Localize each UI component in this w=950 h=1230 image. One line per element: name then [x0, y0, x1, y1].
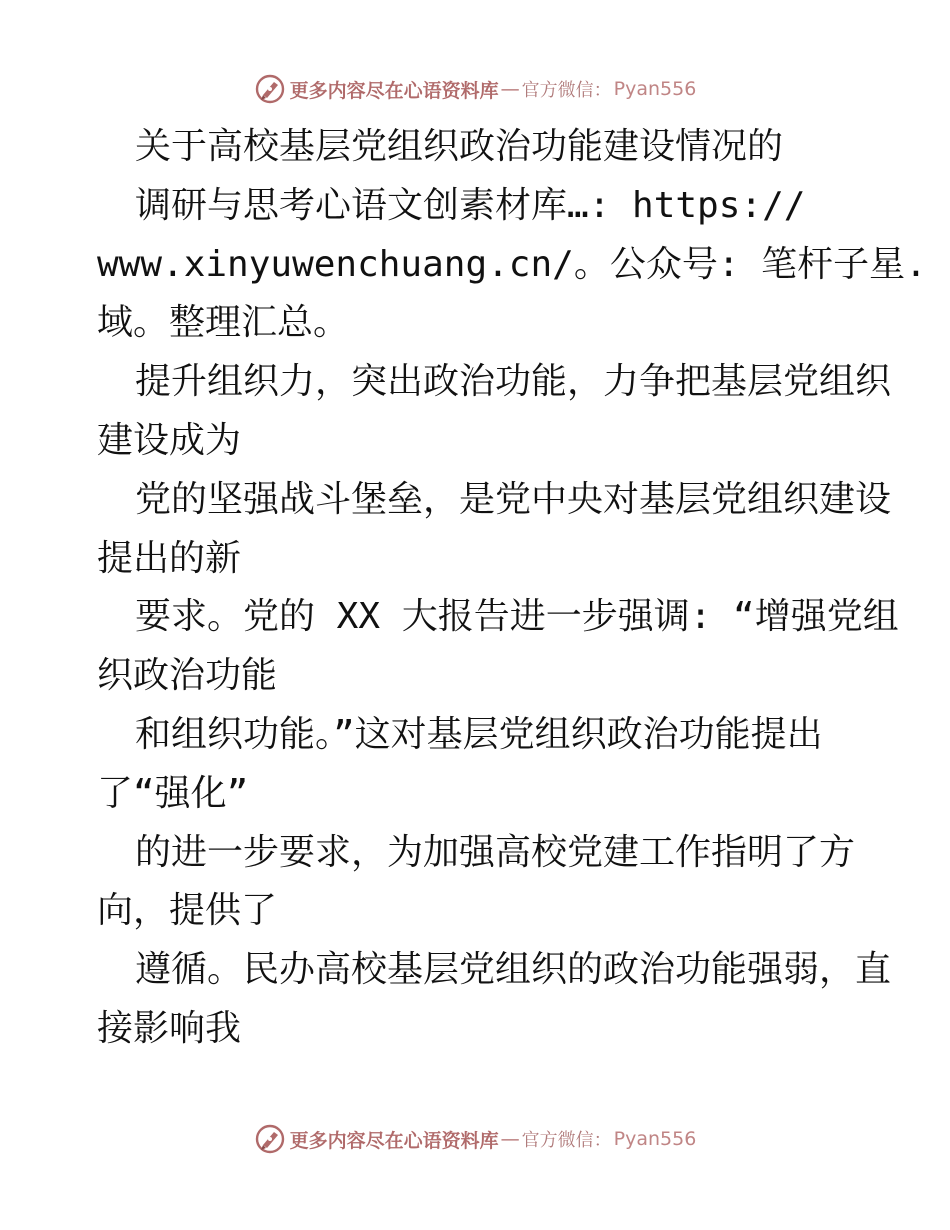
document-line: 提出的新: [97, 537, 242, 579]
document-line: 建设成为: [97, 419, 242, 461]
banner-wechat-id: Pyan556: [613, 1128, 697, 1150]
document-line: 遵循。民办高校基层党组织的政治功能强弱，直: [135, 949, 892, 991]
banner-main-text: 更多内容尽在心语资料库: [289, 1129, 499, 1152]
banner-wechat-id: Pyan556: [613, 78, 697, 100]
document-body: [97, 118, 927, 1059]
document-line: 接影响我: [97, 1007, 242, 1049]
banner-separator: —: [500, 1128, 520, 1150]
pen-logo-icon: [254, 1123, 286, 1155]
document-line: www.xinyuwenchuang.cn/。公众号: 笔杆子星.: [97, 243, 927, 285]
document-line: 了“强化”: [97, 772, 249, 814]
document-line: 要求。党的 XX 大报告进一步强调: “增强党组: [135, 596, 899, 638]
document-line: 向，提供了: [97, 890, 278, 932]
footer-banner: [0, 1121, 950, 1157]
document-line: 提升组织力，突出政治功能，力争把基层党组织: [135, 361, 892, 403]
document-line: 织政治功能: [97, 655, 278, 697]
document-line: 和组织功能。”这对基层党组织政治功能提出: [135, 713, 823, 755]
document-line: 调研与思考心语文创素材库…: https://: [135, 184, 806, 226]
banner-separator: —: [500, 78, 520, 100]
pen-logo-icon: [254, 73, 286, 105]
header-banner: [0, 71, 950, 107]
document-line: 的进一步要求，为加强高校党建工作指明了方: [135, 831, 856, 873]
banner-wechat-label: 官方微信：: [521, 1130, 612, 1151]
document-line: 党的坚强战斗堡垒，是党中央对基层党组织建设: [135, 478, 892, 520]
banner-wechat-label: 官方微信：: [521, 80, 612, 101]
document-line: 域。整理汇总。: [97, 302, 350, 344]
document-line: 关于高校基层党组织政治功能建设情况的: [135, 126, 784, 167]
banner-main-text: 更多内容尽在心语资料库: [289, 79, 499, 102]
